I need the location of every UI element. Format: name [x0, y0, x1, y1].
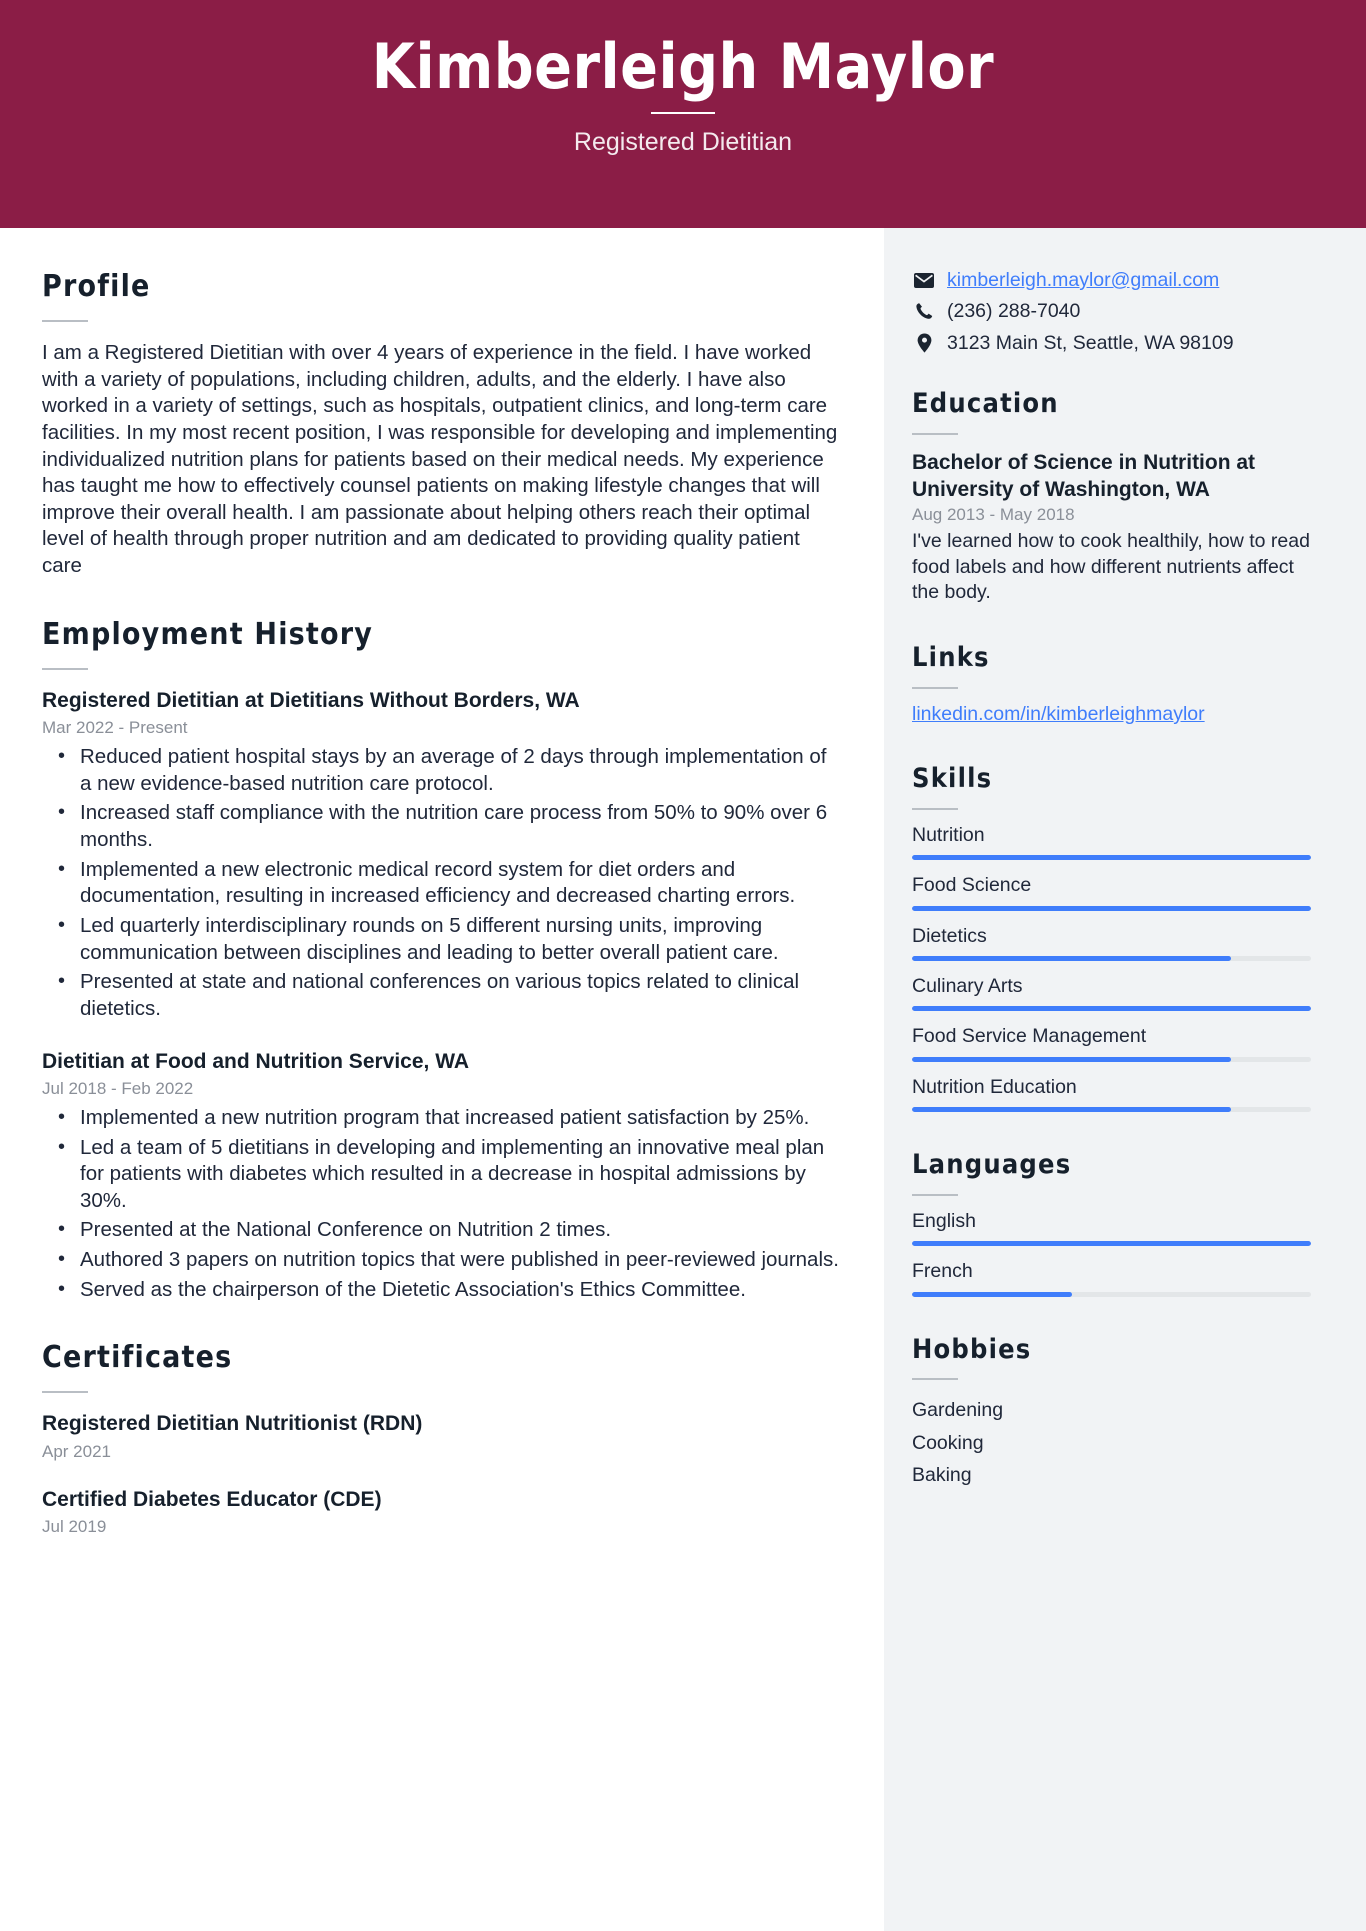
contact-phone-row: [912, 299, 1311, 323]
education-section: [912, 389, 1311, 605]
street-address: 3123 Main St, Seattle, WA 98109: [947, 331, 1234, 354]
contact-email-row: [912, 268, 1311, 292]
language-item: [912, 1210, 1311, 1246]
links-section: [912, 643, 1311, 726]
skill-label: Food Service Management: [912, 1025, 1147, 1048]
section-divider: [42, 320, 88, 322]
skill-level-fill: [912, 1057, 1231, 1062]
hobbies-section: [912, 1335, 1311, 1492]
skill-level-fill: [912, 956, 1231, 961]
section-divider: [912, 433, 958, 435]
employment-heading: Employment History: [42, 616, 374, 652]
email-icon: [912, 273, 936, 288]
skill-item: [912, 1076, 1311, 1112]
certificate-date: Jul 2019: [42, 1516, 107, 1536]
profile-text: I am a Registered Dietitian with over 4 years of experience in the field. I have worked with a variety of populations, including children, adults, and the elderly. I have also worked in a variety of settings, such as hospitals, outpatient clinics, and long-term care facilities. In my most recent position, I was responsible for developing and implementing individualized nutrition plans for patients based on their medical needs. My experience has taught me how to effectively counsel patients on making lifestyle changes that will improve their overall health. I am passionate about helping others reach their optimal level of health through proper nutrition and am dedicated to providing quality patient care: [42, 341, 838, 578]
contact-address-row: [912, 331, 1311, 355]
education-date: Aug 2013 - May 2018: [912, 505, 1075, 525]
job-bullet: • Served as the chairperson of the Dietetic Association's Ethics Committee.: [78, 1277, 840, 1304]
skill-level-track: [912, 855, 1311, 860]
skill-label: Food Science: [912, 874, 1032, 897]
job-bullet: • Led a team of 5 dietitians in developing and implementing an innovative meal plan for patients with diabetes which resulted in a decrease in hospital admissions by 30%.: [78, 1135, 840, 1215]
location-pin-icon: [912, 333, 936, 353]
job-bullet-list: [42, 1105, 840, 1303]
job-bullet: • Presented at the National Conference on Nutrition 2 times.: [78, 1217, 840, 1244]
resume-header: [0, 0, 1366, 228]
skill-level-track: [912, 1006, 1311, 1011]
job-title: Dietitian at Food and Nutrition Service, WA: [42, 1049, 470, 1073]
language-level-track: [912, 1241, 1311, 1246]
skills-section: [912, 764, 1311, 1112]
job-bullet: • Presented at state and national conferences on various topics related to clinical dietetics.: [78, 969, 840, 1022]
section-divider: [912, 1378, 958, 1380]
candidate-name: Kimberleigh Maylor: [371, 30, 995, 103]
skill-level-track: [912, 956, 1311, 961]
job-bullet: • Authored 3 papers on nutrition topics that were published in peer-reviewed journals.: [78, 1247, 840, 1274]
language-level-fill: [912, 1292, 1072, 1297]
profile-heading: Profile: [42, 269, 151, 304]
employment-section: [42, 618, 840, 1304]
resume-body: [0, 228, 1366, 1931]
section-divider: [42, 1391, 88, 1393]
education-title: Bachelor of Science in Nutrition at University of Washington, WA: [912, 450, 1256, 502]
skill-level-fill: [912, 1107, 1231, 1112]
section-divider: [912, 808, 958, 810]
hobby-item: Gardening: [912, 1399, 1004, 1422]
skill-label: Dietetics: [912, 924, 987, 947]
skill-label: Culinary Arts: [912, 974, 1023, 997]
hobbies-heading: Hobbies: [912, 1333, 1032, 1365]
education-entry: [912, 449, 1311, 606]
language-level-track: [912, 1292, 1311, 1297]
skill-label: Nutrition Education: [912, 1075, 1077, 1098]
language-label: English: [912, 1209, 976, 1232]
section-divider: [42, 668, 88, 670]
language-label: French: [912, 1260, 973, 1283]
email-link[interactable]: kimberleigh.maylor@gmail.com: [947, 269, 1220, 291]
job-bullet: • Increased staff compliance with the nutrition care process from 50% to 90% over 6 months.: [78, 800, 840, 853]
skill-level-fill: [912, 855, 1311, 860]
profile-section: [42, 270, 840, 580]
header-divider: [651, 112, 715, 114]
phone-number: (236) 288-7040: [947, 300, 1081, 323]
job-title: Registered Dietitian at Dietitians Without Borders, WA: [42, 688, 580, 712]
linkedin-link[interactable]: linkedin.com/in/kimberleighmaylor: [912, 703, 1205, 726]
certificates-section: [42, 1341, 840, 1538]
sidebar-column: [884, 228, 1366, 1931]
job-bullet: • Led quarterly interdisciplinary rounds on 5 different nursing units, improving communication between disciplines and leading to better overall patient care.: [78, 913, 840, 966]
skill-item: [912, 1025, 1311, 1061]
certificate-entry: [42, 1487, 840, 1538]
language-item: [912, 1260, 1311, 1296]
skill-item: [912, 925, 1311, 961]
languages-section: [912, 1150, 1311, 1296]
certificate-date: Apr 2021: [42, 1441, 111, 1461]
links-heading: Links: [912, 642, 990, 674]
skill-item: [912, 975, 1311, 1011]
language-level-fill: [912, 1241, 1311, 1246]
hobby-item: Cooking: [912, 1431, 984, 1454]
job-bullet: • Implemented a new nutrition program that increased patient satisfaction by 25%.: [78, 1105, 840, 1132]
main-column: [0, 228, 884, 1931]
skill-level-track: [912, 1107, 1311, 1112]
hobby-item: Baking: [912, 1464, 972, 1487]
certificate-entry: [42, 1411, 840, 1462]
skills-heading: Skills: [912, 763, 993, 795]
skill-level-track: [912, 906, 1311, 911]
skill-label: Nutrition: [912, 823, 985, 846]
job-bullet: • Reduced patient hospital stays by an average of 2 days through implementation of a new evidence-based nutrition care protocol.: [78, 744, 840, 797]
job-date: Mar 2022 - Present: [42, 718, 188, 738]
certificate-title: Certified Diabetes Educator (CDE): [42, 1487, 382, 1511]
phone-icon: [912, 302, 936, 321]
job-entry: [42, 1049, 840, 1304]
skill-level-fill: [912, 906, 1311, 911]
job-entry: [42, 688, 840, 1023]
languages-heading: Languages: [912, 1149, 1072, 1181]
education-heading: Education: [912, 388, 1059, 420]
skill-level-fill: [912, 1006, 1311, 1011]
job-bullet-list: [42, 744, 840, 1022]
certificates-heading: Certificates: [42, 1340, 233, 1376]
candidate-job-title: Registered Dietitian: [573, 127, 793, 156]
section-divider: [912, 1194, 958, 1196]
skill-level-track: [912, 1057, 1311, 1062]
skill-item: [912, 874, 1311, 910]
section-divider: [912, 687, 958, 689]
skill-item: [912, 824, 1311, 860]
education-description: I've learned how to cook healthily, how to read food labels and how different nutrients affect the body.: [912, 530, 1310, 604]
contact-details: [912, 268, 1311, 355]
job-bullet: • Implemented a new electronic medical record system for diet orders and documentation, resulting in increased efficiency and decreased charting errors.: [78, 857, 840, 910]
certificate-title: Registered Dietitian Nutritionist (RDN): [42, 1412, 423, 1436]
job-date: Jul 2018 - Feb 2022: [42, 1078, 194, 1098]
